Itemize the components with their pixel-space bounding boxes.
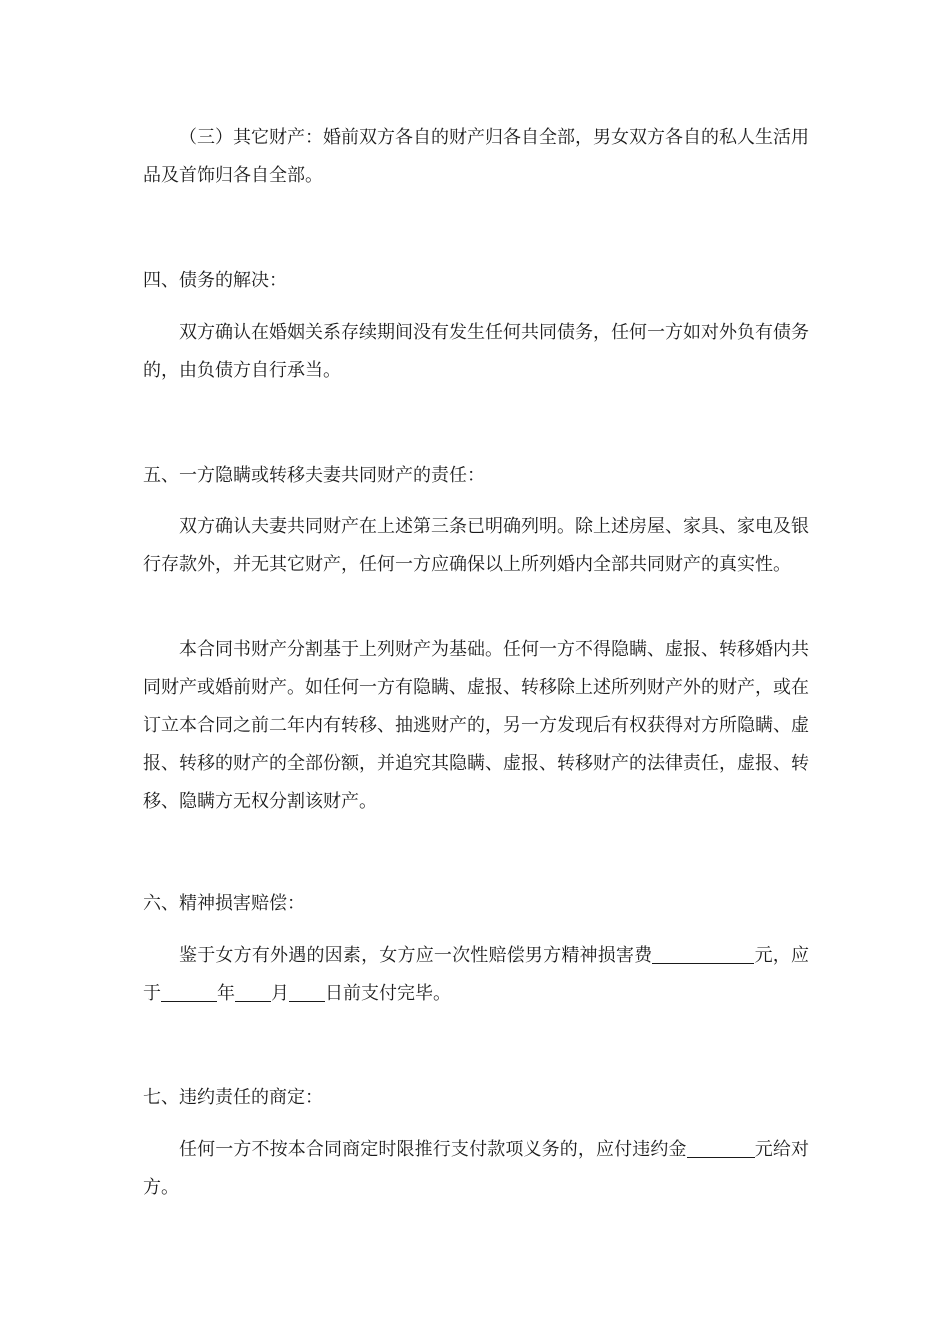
breach-heading: 七、违约责任的商定： (143, 1087, 323, 1108)
compensation-text-1: 鉴于女方有外遇的因素，女方应一次性赔偿男方精神损害费 (179, 945, 653, 966)
compensation-heading: 六、精神损害赔偿： (143, 893, 305, 914)
debt-paragraph: 双方确认在婚姻关系存续期间没有发生任何共同债务，任何一方如对外负有债务的，由负债方自行承当。 (143, 322, 809, 381)
compensation-text-5: 日前支付完毕。 (325, 983, 451, 1004)
concealment-heading: 五、一方隐瞒或转移夫妻共同财产的责任： (143, 465, 485, 486)
other-property-section (143, 119, 809, 195)
breach-amount-blank[interactable] (687, 1137, 755, 1158)
compensation-text-4: 月 (271, 983, 289, 1004)
debt-body-block (143, 314, 809, 390)
compensation-year-blank[interactable] (161, 981, 217, 1002)
compensation-text-3: 年 (217, 983, 235, 1004)
breach-body-block (143, 1131, 809, 1207)
other-property-paragraph: （三）其它财产：婚前双方各自的财产归各自全部，男女双方各自的私人生活用品及首饰归各自全部。 (143, 127, 809, 186)
concealment-body1-block (143, 508, 809, 584)
breach-section (143, 1079, 809, 1117)
compensation-month-blank[interactable] (235, 981, 271, 1002)
concealment-paragraph-1: 双方确认夫妻共同财产在上述第三条已明确列明。除上述房屋、家具、家电及银行存款外，并无其它财产，任何一方应确保以上所列婚内全部共同财产的真实性。 (143, 516, 809, 575)
debt-section (143, 262, 809, 300)
concealment-body2-block (143, 631, 809, 821)
concealment-paragraph-2: 本合同书财产分割基于上列财产为基础。任何一方不得隐瞒、虚报、转移婚内共同财产或婚前财产。如任何一方有隐瞒、虚报、转移除上述所列财产外的财产，或在订立本合同之前二年内有转移、抽逃财产的，另一方发现后有权获得对方所隐瞒、虚报、转移的财产的全部份额，并追究其隐瞒、虚报、转移财产的法律责任，虚报、转移、隐瞒方无权分割该财产。 (143, 639, 809, 812)
compensation-body-block (143, 937, 809, 1013)
breach-paragraph (143, 1131, 809, 1207)
compensation-amount-blank[interactable] (652, 943, 754, 964)
breach-text-2: 元给对方。 (143, 1139, 810, 1198)
compensation-section (143, 885, 809, 923)
compensation-text-2: 元，应于 (143, 945, 810, 1004)
debt-heading: 四、债务的解决： (143, 270, 287, 291)
concealment-section (143, 457, 809, 495)
breach-text-1: 任何一方不按本合同商定时限推行支付款项义务的，应付违约金 (179, 1139, 687, 1160)
compensation-day-blank[interactable] (289, 981, 325, 1002)
compensation-paragraph (143, 937, 809, 1013)
